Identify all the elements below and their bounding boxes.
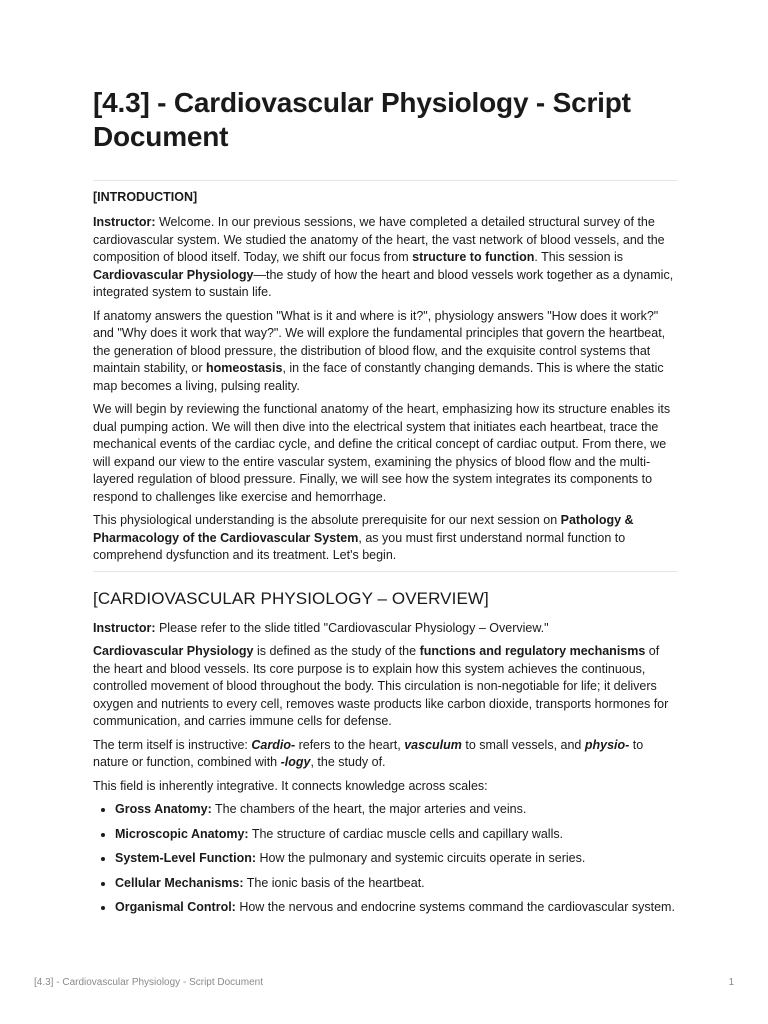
intro-paragraph-2: If anatomy answers the question "What is it and where is it?", physiology answers "How does it work?" and "Why does it work that way?". We will explore the fundamental principles that govern the heartbeat, the generation of blood pressure, the distribution of blood flow, and the exquisite control systems that maintain stability, or homeostasis, in the face of constantly changing demands. This is where the static map becomes a living, pulsing reality. <box>93 308 666 393</box>
overview-heading: [CARDIOVASCULAR PHYSIOLOGY – OVERVIEW] <box>93 588 489 608</box>
scales-list <box>93 801 677 917</box>
list-item: • Gross Anatomy: The chambers of the heart, the major arteries and veins. <box>115 801 677 819</box>
list-item: • System-Level Function: How the pulmonary and systemic circuits operate in series. <box>115 850 677 868</box>
overview-paragraph-2: Cardiovascular Physiology is defined as the study of the functions and regulatory mechanisms of the heart and blood vessels. Its core purpose is to explain how this system achieves the continuous, controlled movement of blood throughout the body. This circulation is non-negotiable for life; it delivers oxygen and nutrients to every cell, removes waste products like carbon dioxide, transports hormones for communication, and carries immune cells for defense. <box>93 644 669 728</box>
list-item: • Cellular Mechanisms: The ionic basis of the heartbeat. <box>115 875 677 893</box>
overview-paragraph-1: Instructor: Please refer to the slide titled "Cardiovascular Physiology – Overview." <box>93 620 549 635</box>
overview-paragraph-4: This field is inherently integrative. It connects knowledge across scales: <box>93 778 488 793</box>
document-page <box>93 86 677 924</box>
list-item: • Microscopic Anatomy: The structure of cardiac muscle cells and capillary walls. <box>115 826 677 844</box>
document-title: [4.3] - Cardiovascular Physiology - Script Document <box>93 87 631 152</box>
divider <box>93 571 677 572</box>
divider <box>93 180 677 181</box>
footer-page-number: 1 <box>728 977 734 988</box>
footer-document-title: [4.3] - Cardiovascular Physiology - Script Document <box>34 977 263 988</box>
intro-section-label: [INTRODUCTION] <box>93 190 198 204</box>
list-item: • Organismal Control: How the nervous and endocrine systems command the cardiovascular system. <box>115 899 677 917</box>
intro-paragraph-4: This physiological understanding is the absolute prerequisite for our next session on Pathology & Pharmacology of the Cardiovascular System, as you must first understand normal function to comprehend dysfunction and its treatment. Let's begin. <box>93 513 634 562</box>
overview-paragraph-3: The term itself is instructive: Cardio- refers to the heart, vasculum to small vessels, and physio- to nature or function, combined with -logy, the study of. <box>93 737 644 769</box>
speaker-label: Instructor: <box>93 620 156 635</box>
intro-paragraph-1: Instructor: Welcome. In our previous sessions, we have completed a detailed structural survey of the cardiovascular system. We studied the anatomy of the heart, the vast network of blood vessels, and the composition of blood itself. Today, we shift our focus from structure to function. This session is Cardiovascular Physiology—the study of how the heart and blood vessels work together as a dynamic, integrated system to sustain life. <box>93 215 674 299</box>
speaker-label: Instructor: <box>93 215 156 229</box>
intro-paragraph-3: We will begin by reviewing the functional anatomy of the heart, emphasizing how its structure enables its dual pumping action. We will then dive into the electrical system that initiates each heartbeat, trace the mechanical events of the cardiac cycle, and define the critical concept of cardiac output. From there, we will expand our view to the entire vascular system, examining the physics of blood flow and the multi-layered regulation of blood pressure. Finally, we will see how the system integrates its components to respond to challenges like exercise and hemorrhage. <box>93 402 671 504</box>
